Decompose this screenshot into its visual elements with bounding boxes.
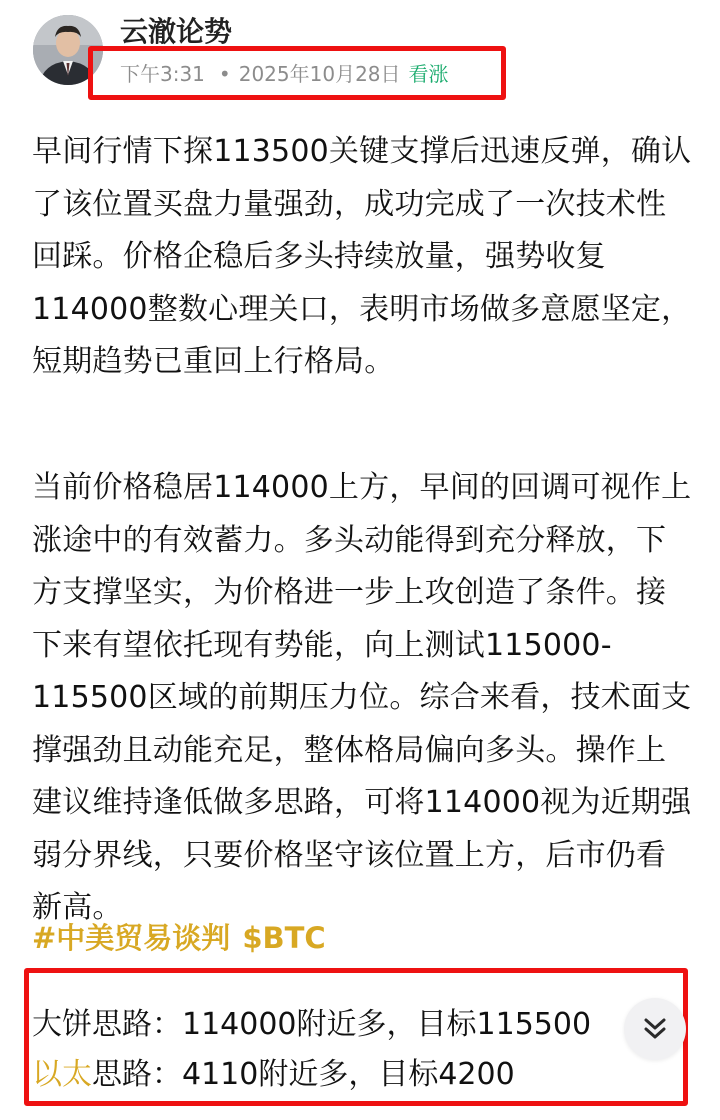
author-name[interactable]: 云澈论势 — [120, 15, 233, 48]
hashtag-link[interactable]: #中美贸易谈判 — [32, 921, 231, 955]
sentiment-tag[interactable]: 看涨 — [408, 62, 449, 86]
post-header — [0, 0, 720, 110]
post-date: 2025年10月28日 — [238, 62, 401, 86]
hashtag-row — [32, 916, 326, 960]
cashtag-link[interactable]: $BTC — [242, 921, 326, 955]
post-paragraph-2: 当前价格稳居114000上方，早间的回调可视作上涨途中的有效蓄力。多头动能得到充分释放，下方支撑坚实，为价格进一步上攻创造了条件。接下来有望依托现有势能，向上测试115000-115500区域的前期压力位。综合来看，技术面支撑强劲且动能充足，整体格局偏向多头。操作上建议维持逢低做多思路，可将114000视为近期强弱分界线，只要价格坚守该位置上方，后市仍看新高。 — [32, 470, 692, 925]
expand-button[interactable] — [624, 998, 686, 1060]
idea-text-eth: 思路：4110附近多，目标4200 — [92, 1057, 515, 1092]
post-paragraph-1: 早间行情下探113500关键支撑后迅速反弹，确认了该位置买盘力量强劲，成功完成了一次技术性回踩。价格企稳后多头持续放量，强势收复114000整数心理关口，表明市场做多意愿坚定，短期趋势已重回上行格局。 — [32, 134, 692, 379]
idea-coin-eth[interactable]: 以太 — [32, 1057, 92, 1092]
post-time: 下午3:31 — [120, 62, 205, 86]
meta-separator: • — [218, 62, 231, 86]
meta-highlight-box — [88, 46, 506, 100]
double-chevron-down-icon — [641, 1015, 669, 1043]
trade-idea-btc — [32, 1003, 672, 1047]
idea-text-btc: 思路：114000附近多，目标115500 — [92, 1007, 592, 1042]
idea-coin-btc: 大饼 — [32, 1007, 92, 1042]
trade-idea-eth — [32, 1053, 672, 1097]
